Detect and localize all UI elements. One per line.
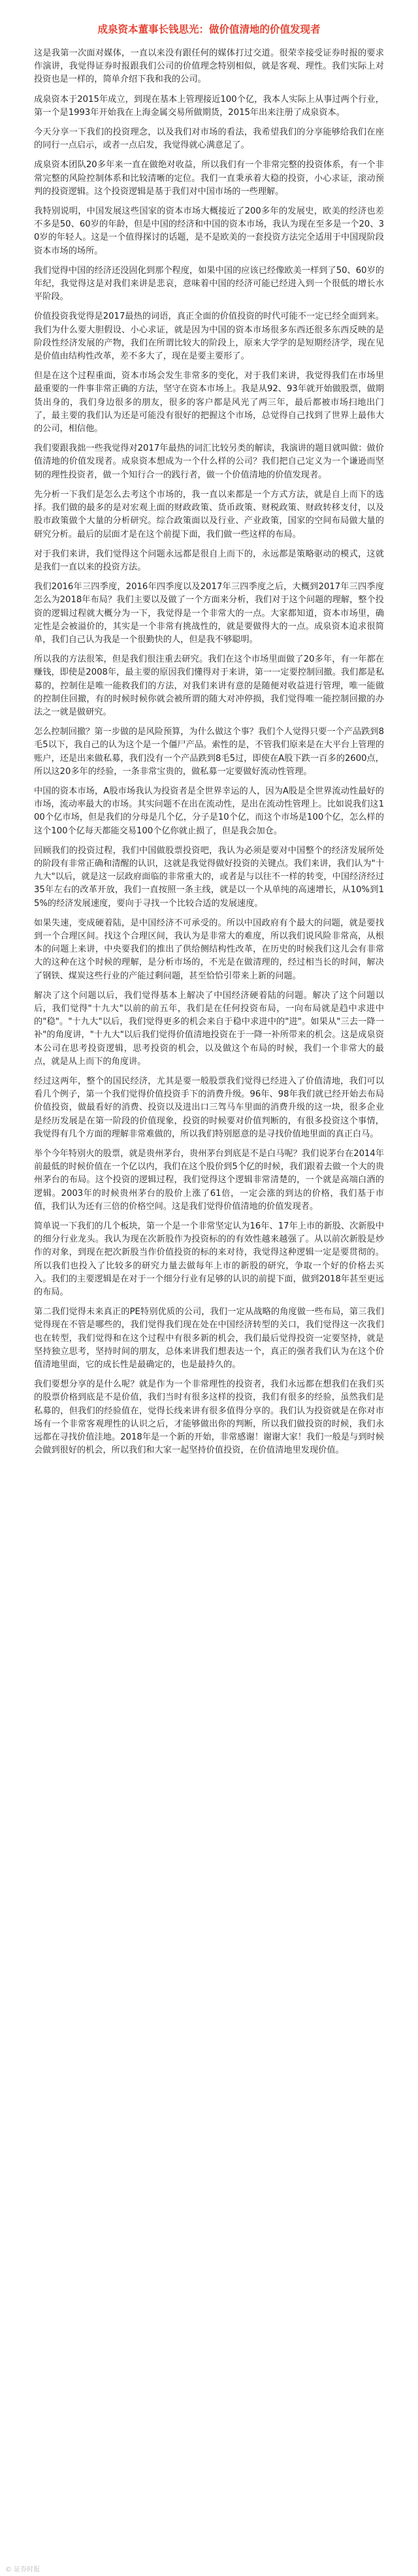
article-paragraph: 价值投资我觉得是2017最热的词语，真正全面的价值投资的时代可能不一定已经全面到来。我们为什么要大胆假设、小心求证，就是因为中国的资本市场很多东西还很多东西反映的是阶段性经济发展的产物，我们在所谓比较大的阶段上，原来大学学的是短期经济学，现在见是价值由结构性改革，差不多大了，现在是要主要形了。 [34, 312, 384, 362]
article-body [34, 47, 384, 1458]
article-paragraph: 这是我第一次面对媒体，一直以来没有跟任何的媒体打过交道。很荣幸接受证券时报的要求作演讲，我觉得证券时报跟我们公司的价值理念特别相似，就是客观、理性。我们实际上对投资也是一样的，简单介绍下我和我的公司。 [34, 48, 384, 85]
article-paragraph: 简单说一下我们的几个板块，第一个是一个非常坚定认为16年、17年上市的新股、次新股中的细分行业龙头。我认为现在次新股作为投资标的的有效性越来越强了。从以前次新股是炒作的对象，到现在把次新股当作价值投资的标的来对待，我觉得这种逻辑一定是要贯彻的。所以我们也投入了比较多的研究力量去做每年上市的新股的研究，争取一个好的价格去买入。我们的主要逻辑是在对于一个细分行业有足够的认识的前提下面，做到2018年甚至更远的布局。 [34, 1221, 384, 1298]
article-paragraph: 我们2016年三四季度，2016年四季度以及2017年三四季度之后，大概到2017年三四季度怎么为2018年布局？我们主要以及做了一个方面来分析，我们对于这个问题的理解，整个投资的逻辑过程就大概分为一下，我觉得是一个非常大的一点。大家都知道，资本市场里，确定性是会被溢价的，其实是一个非常有挑战性的，就是要做得大的一点。成泉资本追求很简单，我们自己认为我是一个很勤快的人，但是我不够聪明。 [34, 582, 384, 645]
article-paragraph: 如果失速，变成硬着陆，是中国经济不可承受的。所以中国政府有个最大的问题，就是要找到一个合理区间。找这个合理区间，我认为是非常大的难度，所以我们说风险非常高，从根本的问题上来讲，中央要我们的推出了供给侧结构性改革，在历史的时候我们这儿会有非常大的这种在这个时候的理解，是分析市场的，不光是在做清理的，经过相当长的时间，解决了钢铁、煤炭这些行业的产能过剩问题，甚至恰恰引带来上新的问题。 [34, 918, 384, 981]
article-paragraph: 我们要跟我拙一些我觉得对2017年最热的词汇比较另类的解读，我演讲的题目就叫做：做价值清地的价值发现者。成泉资本想成为一个什么样的公司？我们把自己定义为一个谦逊而坚韧的理性投资者，做一个知行合一的践行者，做一个价值清地的价值发现者。 [34, 443, 384, 480]
article-paragraph: 我们觉得中国的经济还没固化到那个程度，如果中国的应该已经像欧美一样到了50、60岁的年纪，我觉得这是对我们来讲是悲哀，意味着中国的经济可能已经进入到一个很低的增长水平阶段。 [34, 265, 384, 302]
article-paragraph: 成泉资本团队20多年来一直在做绝对收益，所以我们有一个非常完整的投资体系，有一个非常完整的风险控制体系和比较清晰的定位。我们一直秉承着大稳的投资，小心求证，滚动预判的投资逻辑。这个投资逻辑是基于我们对中国市场的一些理解。 [34, 160, 384, 197]
article-paragraph: 第二我们觉得未来真正的PE特别优质的公司，我们一定从战略的角度做一些布局，第三我们觉得现在不管是哪些的，我们觉得我们现在处在中国经济转型的关口，我们觉得这一次我们也在转型，我们觉得和在这个过程中有很多新的机会，我们最后觉得投资一定要坚持，就是坚持独立思考，坚持时间的朋友，总体来讲我们想表达一个，真正的强者我们认为在这个价值清地里面，它的成长性是最确定的，也是最持久的。 [34, 1307, 384, 1370]
article-paragraph: 我特别说明，中国发展这些国家的资本市场大概接近了200多年的发展史，欧美的经济也差不多是50、60岁的年龄，但是中国的经济和中国的资本市场，我认为现在至多是一个20、30岁的年轻人。这是一个值得探讨的话题，是不是欧美的一套投资方法完全适用于中国现阶段资本市场的场所。 [34, 206, 384, 256]
article-paragraph: 对于我们来讲，我们觉得这个问题永远都是很自上而下的，永远都是策略驱动的模式，这就是我们一直以来的投资方法。 [34, 549, 384, 572]
article-title: 成泉资本董事长钱思光：做价值清地的价值发现者 [97, 24, 321, 35]
article-paragraph: 经过这两年，整个的国民经济，尤其是要一般股票我们觉得已经进入了价值清地，我们可以看几个例子，第一个我们觉得价值投资手下的消费升级。96年、98年我们就已经开始去布局价值投资，做最看好的消费、投资以及进出口三驾马车里面的消费升级的这一块，很多企业是经历发展是在第一阶段的价值现象，投资的时候要对价值判断的，有很多投资这个事情，我觉得有几个方面的理解非常难做的，所以我们特别愿意的是寻找价值地里面的真正白马。 [34, 1076, 384, 1139]
article-paragraph: 今天分享一下我们的投资理念，以及我们对市场的看法，我希望我们的分享能够给我们在座的同行一点启示，或者一点启发，我觉得就心满意足了。 [34, 127, 384, 151]
article-paragraph: 回顾我们的投资过程，我们中国做股票投资吧，我认为必须是要对中国整个的经济发展所处的阶段有非常正确和清醒的认识，这就是我觉得做好投资的关键点。我们来讲，我们认为"十九大"以后，就是这一层政府面临的非常重大的，或者是与以往不一样的转变，中国经济经过35年左右的改革开放，我们一直按照一条主线，就是以一个从单纯的高速增长，从10%到15%的经济发展速度，要向于寻找一个比较合适的发展速度。 [34, 845, 384, 909]
article-paragraph: 中国的资本市场，A股市场我认为投资者是全世界幸运的人，因为A股是全世界流动性最好的市场，流动率最大的市场。其实问题不在出在流动性，是出在流动性管理上。比如说我们这100个亿市场，但是我们的分母是几个亿，分子是10个亿，而这个市场是100个亿，怎么样的这个100个亿每天都能交易100个亿你就止损了，但是我会加仓。 [34, 786, 384, 836]
article-paragraph: 解决了这个问题以后，我们觉得基本上解决了中国经济硬着陆的问题。解决了这个问题以后，我们觉得"十九大"以前的前五年，我们是在任何投资布局，一向布局就是趋中求进中的"稳"。"十九大"以后，我们觉得更多的机会来自于稳中求进中的"进"。如果从"三去一降一补"的角度讲，"十九大"以后我们觉得价值清地投资在于一降一补所带来的机会。这是成泉资本公司在思考投资逻辑，思考投资的机会，以及做这个布局的时候，我们一个非常大的最点，就是从上而下的角度讲。 [34, 990, 384, 1067]
article-paragraph: 先分析一下我们是怎么去考这个市场的，我一直以来都是一个方式方法，就是自上而下的选择。我们做的最多的是对宏观上面的财政政策、货币政策、财税政策、财政转移支付，以及股市政策做个大量的分析研究。综合政策面以及行业、产业政策，国家的空间布局做大量的研究分析。最后的层面才是在这个前提下面，我们做一些这样的布局。 [34, 489, 384, 539]
article-paragraph: 成泉资本于2015年成立，到现在基本上管理接近100个亿，我本人实际上从事过两个行业，第一个是1993年开始我在上海金属交易所做期货，2015年出来注册了成泉资本。 [34, 94, 384, 118]
article-paragraph: 我们要想分享的是什么呢？就是作为一个非常理性的投资者，我们永远都在想我们在我们买的股票价格到底是不是价值，我们当时有很多这样的投资，我们有很多的经验，虽然我们是私募的，但我们的经验值在，觉得长线来讲有很多值得分享的。我们认为投资就是在你对市场有一个非常客观理性的认识之后，才能够做出你的判断，所以我们做投资的时候，我们永远都在寻找价值洼地。2018年是一个新的开始，非常感谢！谢谢大家！我们一般是与到时候会做到很好的机会，所以我们和大家一起坚持价值投资，在价值清地里发现价值。 [34, 1379, 384, 1456]
article-paragraph: 举个今年特别火的股票，就是贵州茅台，贵州茅台到底是不是白马呢？我们说茅台在2014年前最低的时候价值在一个亿以内，我们在这个股价到5个亿的时候，我们跟着去做一个大的贵州茅台的布局。这个投资的逻辑过程，我们觉得这个逻辑非常清楚的，一个就是高端白酒的逻辑。2003年的时候贵州茅台的股价上涨了61倍，一定会涨的到达的价格，我们基于市值，我们认为还有三倍的价格空间。这是我们觉得价值清地的价值发现者。 [34, 1149, 384, 1212]
article-paragraph: 所以我的方法很笨，但是我们很注重去研究。我们在这个市场里面做了20多年，有一年都在赚钱，即使是2008年，最主要的原因我们懂得对于来讲，第一一定要控制回撤。我们都是私募的，控制住是唯一能救我们的方法，对我们来讲有意的是随便对收益进行管理，唯一能做的控制住回撤，有的时候时候你就会被所谓的随大对冲停损，我们觉得唯一能控制回撤的办法之一就是做研究。 [34, 654, 384, 717]
watermark: © 证券时报 [5, 2566, 40, 2573]
article-paragraph: 怎么控制回撤？第一步做的是风险预算，为什么做这个事？我们个人觉得只要一个产品跌到8毛5以下，我自己的认为这个是一个僵尸产品。索性的是，不管我们原来是在大平台上管理的账户，还是出来做私募，我们没有一个产品跌到8毛5过，即使在A股下跌一百多的2600点，所以这20多年的经验，一条非常宝贵的，做私募一定要做好流动性管理。 [34, 727, 384, 777]
article-paragraph: 但是在这个过程重面，资本市场会发生非常多的变化，对于我们来讲，我觉得我们在市场里最重要的一件事非常正确的方法，坚守在资本市场上。我是从92、93年就开始做股票，做期货出身的，我们身边很多的朋友，很多的客户都是风光了两三年，最后都被市场扫地出门了，最主要的我们认为还是可能没有很好的把握这个市场，总觉得自己找到了世界上最伟大的公司，相信他。 [34, 371, 384, 434]
